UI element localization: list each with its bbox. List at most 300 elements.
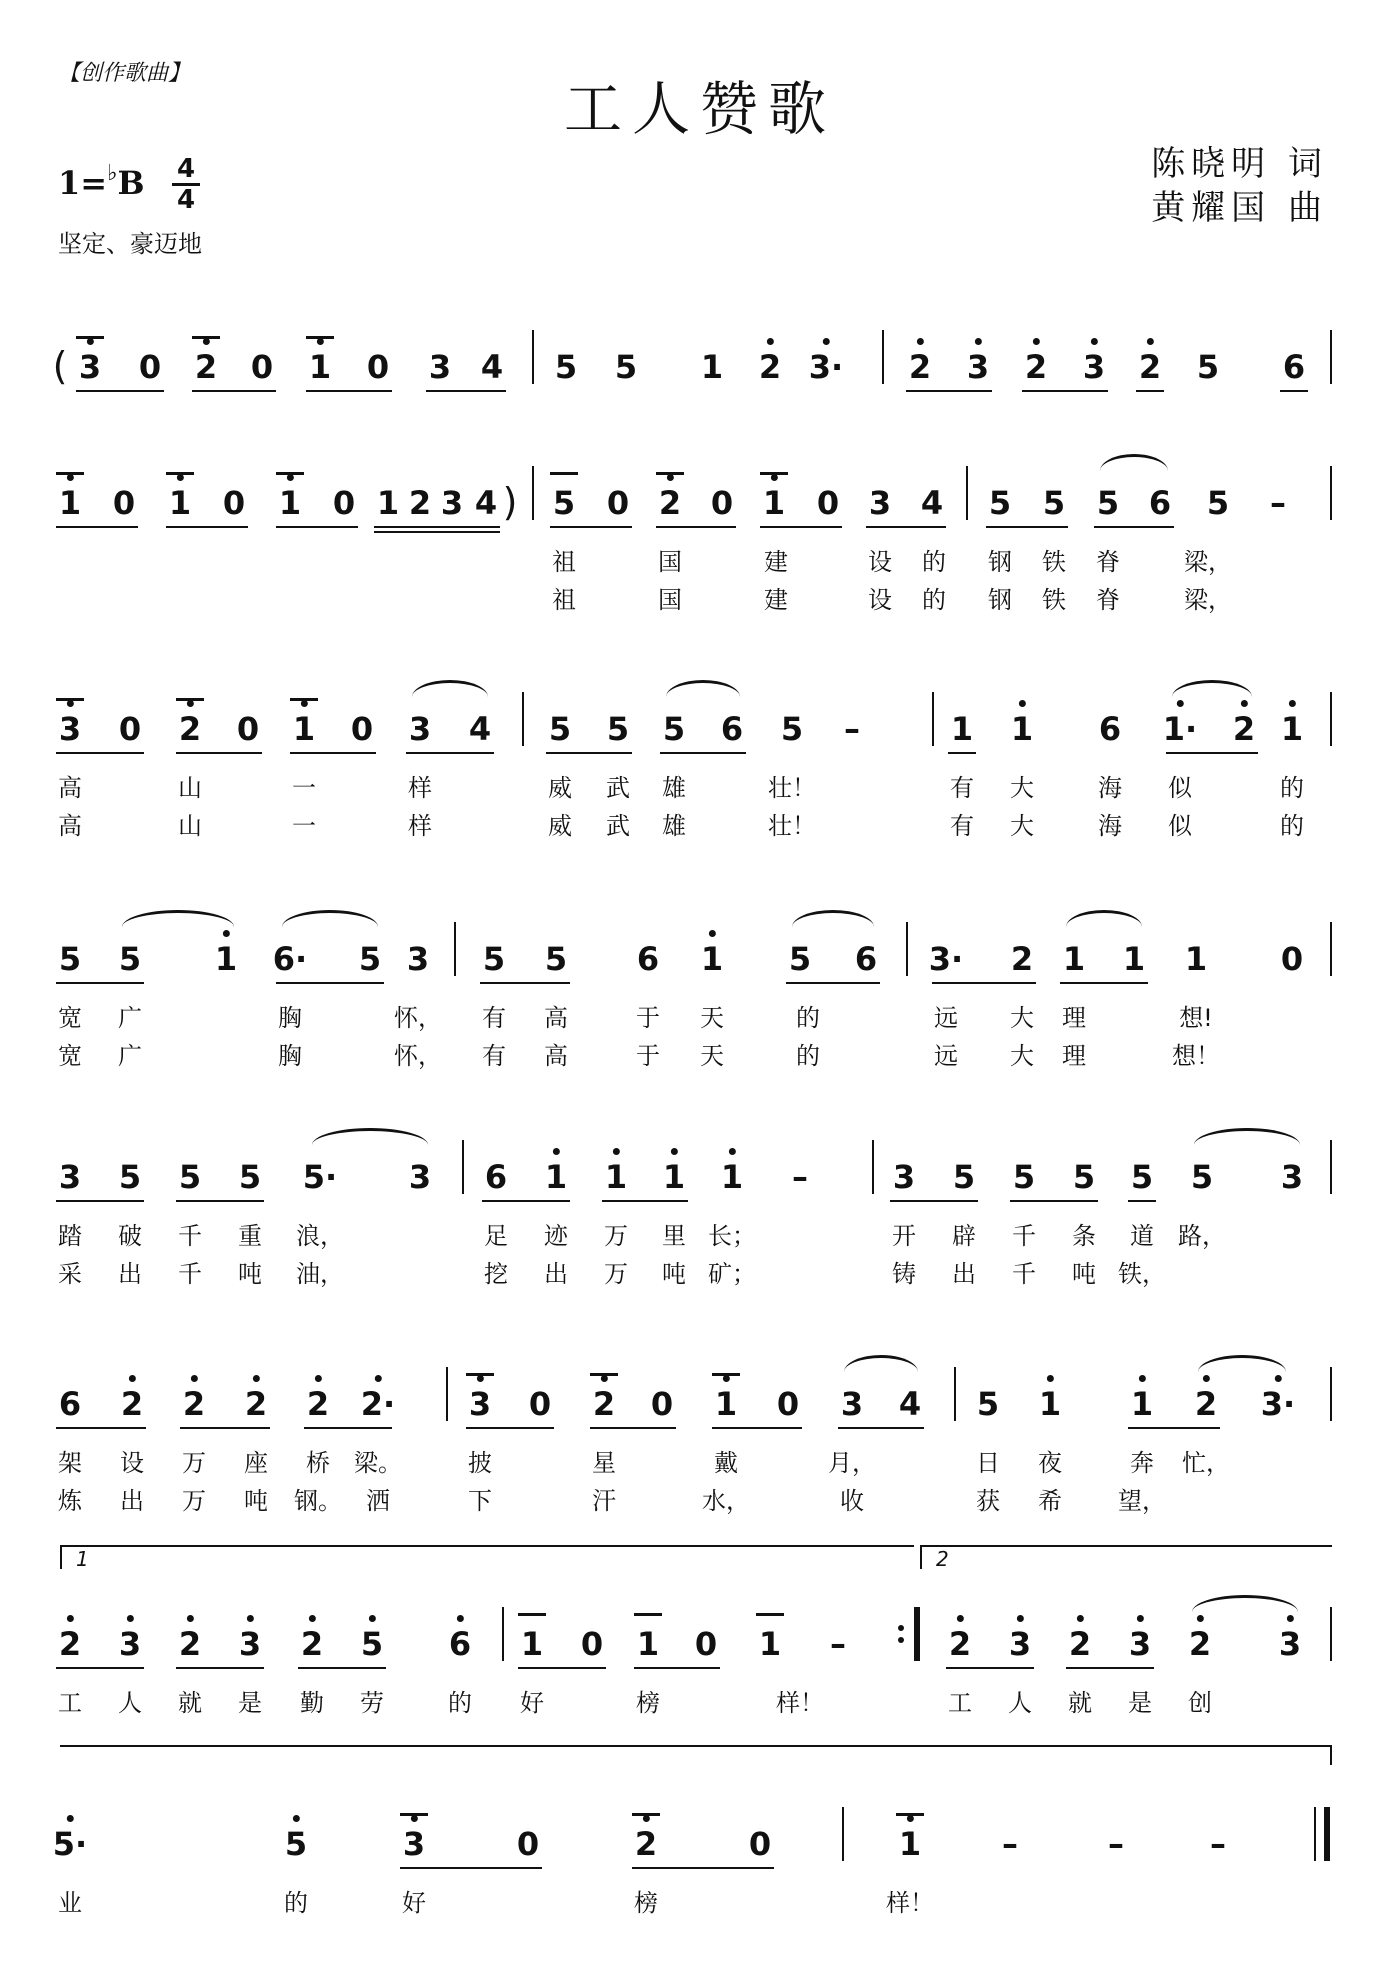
lyric-verse-2: 广 — [118, 1042, 142, 1070]
lyric-verse-2: 炼 — [58, 1487, 82, 1515]
lyric-verse-2: 千 — [1012, 1260, 1036, 1288]
lyric-verse-2: 的 — [1280, 812, 1304, 840]
octave-dot-high — [253, 1375, 260, 1382]
octave-dot-high — [1287, 1615, 1294, 1622]
octave-dot-high — [287, 474, 294, 481]
note: – — [792, 1158, 808, 1196]
octave-dot-high — [411, 1815, 418, 1822]
note: 1· — [1163, 710, 1197, 748]
beam-underline — [192, 390, 276, 392]
overline — [56, 698, 84, 701]
beam-underline — [1066, 1667, 1154, 1669]
note: 6 — [1148, 484, 1172, 522]
note: 3 — [1279, 1625, 1301, 1663]
beam-underline — [482, 1200, 570, 1202]
note: 0 — [112, 484, 136, 522]
overline — [756, 1613, 784, 1616]
lyric-verse-1: 迹 — [544, 1222, 568, 1250]
slur — [122, 910, 234, 927]
octave-dot-high — [1017, 1615, 1024, 1622]
note: 2 — [408, 484, 432, 522]
bar-line — [872, 1140, 874, 1194]
lyric-verse-2: 洒 — [366, 1487, 390, 1515]
note: 2 — [909, 348, 931, 386]
note: 2 — [949, 1625, 971, 1663]
lyric-verse-2: 怀， — [394, 1042, 442, 1070]
note: – — [1108, 1825, 1124, 1863]
lyric-verse-1: 有 — [950, 774, 974, 802]
note: 1 — [1184, 940, 1208, 978]
lyric-verse-1: 月， — [828, 1449, 876, 1477]
beam-underline — [480, 982, 570, 984]
octave-dot-high — [601, 1375, 608, 1382]
beam-underline — [660, 752, 746, 754]
lyric-verse-1: 人 — [1008, 1689, 1032, 1717]
note: 0 — [118, 710, 142, 748]
note: 6 — [484, 1158, 508, 1196]
note: 2 — [179, 710, 201, 748]
lyric-verse-2: 的 — [922, 586, 946, 614]
lyric-verse-2: 油， — [296, 1260, 344, 1288]
lyric-verse-1: 榜 — [634, 1889, 658, 1917]
note: 1 — [700, 348, 724, 386]
beam-underline — [76, 390, 164, 392]
note: 6 — [58, 1385, 82, 1423]
lyric-verse-2: 威 — [548, 812, 572, 840]
note: 0 — [606, 484, 630, 522]
slur — [282, 910, 378, 927]
note: 3 — [406, 940, 430, 978]
note: 5 — [285, 1825, 307, 1863]
lyric-verse-1: 足 — [484, 1222, 508, 1250]
lyric-verse-1: 浪， — [296, 1222, 344, 1250]
lyric-verse-1: 里 — [662, 1222, 686, 1250]
key-signature: 1=♭B — [58, 160, 145, 202]
octave-dot-high — [771, 474, 778, 481]
note: 5 — [238, 1158, 262, 1196]
note: 1 — [663, 1158, 685, 1196]
lyric-verse-2: 远 — [934, 1042, 958, 1070]
note: 2 — [301, 1625, 323, 1663]
lyric-verse-1: 的 — [1280, 774, 1304, 802]
note: 2 — [593, 1385, 615, 1423]
note: 3 — [239, 1625, 261, 1663]
lyric-verse-1: 祖 — [552, 548, 576, 576]
note: 0 — [516, 1825, 540, 1863]
overline — [192, 336, 220, 339]
lyric-verse-2: 高 — [58, 812, 82, 840]
beam-underline — [304, 1427, 392, 1429]
lyric-verse-1: 钢 — [988, 548, 1012, 576]
slur — [844, 1355, 918, 1372]
note: 4 — [468, 710, 492, 748]
octave-dot-high — [671, 1148, 678, 1155]
note: 6 — [854, 940, 878, 978]
note: 5 — [988, 484, 1012, 522]
octave-dot-high — [67, 700, 74, 707]
note: 0 — [694, 1625, 718, 1663]
bar-line — [966, 466, 968, 520]
octave-dot-high — [1047, 1375, 1054, 1382]
octave-dot-high — [1139, 1375, 1146, 1382]
note: 5 — [548, 710, 572, 748]
beam-underline — [56, 1200, 144, 1202]
final-bar-thin — [1314, 1807, 1316, 1861]
octave-dot-high — [767, 338, 774, 345]
note: 3· — [928, 940, 964, 978]
lyric-verse-2: 想！ — [1172, 1042, 1220, 1070]
overline — [466, 1373, 494, 1376]
bar-line — [1330, 922, 1332, 976]
volta-number: 2 — [936, 1547, 949, 1571]
lyric-verse-1: 胸 — [278, 1004, 302, 1032]
note: 5 — [554, 348, 578, 386]
beam-underline — [56, 1427, 146, 1429]
lyric-verse-2: 出 — [120, 1487, 144, 1515]
note: 1 — [1011, 710, 1033, 748]
note: 4 — [474, 484, 498, 522]
lyric-verse-2: 挖 — [484, 1260, 508, 1288]
bar-line — [1330, 692, 1332, 746]
octave-dot-high — [729, 1148, 736, 1155]
final-bar-thick — [914, 1607, 920, 1661]
note: 6 — [449, 1625, 471, 1663]
lyric-verse-1: 踏 — [58, 1222, 82, 1250]
beam-underline — [1136, 390, 1164, 392]
beam-underline — [656, 526, 736, 528]
staff-rule — [60, 1745, 1330, 1747]
beam-underline — [550, 526, 632, 528]
octave-dot-high — [1197, 1615, 1204, 1622]
note: 1 — [605, 1158, 627, 1196]
note: 1 — [545, 1158, 567, 1196]
octave-dot-high — [187, 1615, 194, 1622]
lyric-verse-1: 万 — [604, 1222, 628, 1250]
slur — [1100, 454, 1168, 471]
slur — [1066, 910, 1142, 927]
lyric-verse-2: 的 — [796, 1042, 820, 1070]
octave-dot-high — [1203, 1375, 1210, 1382]
note: 6 — [720, 710, 744, 748]
overline — [712, 1373, 740, 1376]
lyric-verse-1: 是 — [238, 1689, 262, 1717]
beam-underline — [632, 1867, 774, 1869]
beam-underline — [176, 1200, 264, 1202]
lyric-verse-2: 出 — [952, 1260, 976, 1288]
beam-underline — [1010, 1200, 1098, 1202]
lyric-verse-2: 吨 — [662, 1260, 686, 1288]
overline — [656, 472, 684, 475]
bar-line — [906, 922, 908, 976]
lyric-verse-1: 破 — [118, 1222, 142, 1250]
lyric-verse-2: 雄 — [662, 812, 686, 840]
lyric-verse-1: 样！ — [776, 1689, 824, 1717]
note: 0 — [580, 1625, 604, 1663]
note: 0 — [650, 1385, 674, 1423]
lyric-verse-2: 大 — [1010, 1042, 1034, 1070]
lyric-verse-2: 希 — [1038, 1487, 1062, 1515]
lyric-verse-2: 一 — [292, 812, 316, 840]
note: 5 — [1072, 1158, 1096, 1196]
note: 2 — [1069, 1625, 1091, 1663]
note: 0 — [710, 484, 734, 522]
bar-line — [522, 692, 524, 746]
lyric-verse-1: 创 — [1188, 1689, 1212, 1717]
lyric-verse-2: 铸 — [892, 1260, 916, 1288]
lyric-verse-1: 一 — [292, 774, 316, 802]
note: 3 — [967, 348, 989, 386]
note: 0 — [816, 484, 840, 522]
note: 5· — [302, 1158, 338, 1196]
note: 0 — [748, 1825, 772, 1863]
lyric-verse-1: 天 — [700, 1004, 724, 1032]
staff-rule-end — [1330, 1745, 1332, 1765]
note: 5 — [788, 940, 812, 978]
lyric-verse-1: 宽 — [58, 1004, 82, 1032]
note: 4 — [480, 348, 504, 386]
lyric-verse-2: 矿； — [708, 1260, 756, 1288]
octave-dot-high — [1091, 338, 1098, 345]
note: 3 — [119, 1625, 141, 1663]
lyric-verse-1: 架 — [58, 1449, 82, 1477]
lyric-verse-1: 大 — [1010, 1004, 1034, 1032]
beam-underline-double — [374, 531, 500, 533]
octave-dot-high — [709, 930, 716, 937]
overline — [306, 336, 334, 339]
lyric-verse-1: 人 — [118, 1689, 142, 1717]
beam-underline — [1060, 982, 1148, 984]
note: 2· — [361, 1385, 395, 1423]
lyric-verse-1: 是 — [1128, 1689, 1152, 1717]
lyric-verse-2: 千 — [178, 1260, 202, 1288]
lyric-verse-1: 千 — [178, 1222, 202, 1250]
lyric-verse-1: 似 — [1168, 774, 1192, 802]
lyric-verse-1: 武 — [606, 774, 630, 802]
note: 5 — [1130, 1158, 1154, 1196]
overline — [166, 472, 194, 475]
note: 3 — [408, 1158, 432, 1196]
beam-underline — [374, 526, 500, 528]
paren-close: ) — [502, 480, 518, 524]
bar-line — [1330, 466, 1332, 520]
note: – — [1002, 1825, 1018, 1863]
lyric-verse-2: 宽 — [58, 1042, 82, 1070]
beam-underline — [518, 1667, 606, 1669]
flat-sign: ♭ — [107, 160, 118, 186]
overline — [176, 698, 204, 701]
note: 3 — [428, 348, 452, 386]
octave-dot-high — [187, 700, 194, 707]
beam-underline — [400, 1867, 542, 1869]
note: 3 — [868, 484, 892, 522]
lyric-verse-2: 万 — [604, 1260, 628, 1288]
beam-underline — [946, 1667, 1034, 1669]
octave-dot-high — [223, 930, 230, 937]
octave-dot-high — [67, 1615, 74, 1622]
note: 5 — [1196, 348, 1220, 386]
beam-underline — [546, 752, 632, 754]
octave-dot-high — [317, 338, 324, 345]
bar-line — [842, 1807, 844, 1861]
lyric-verse-1: 有 — [482, 1004, 506, 1032]
beam-underline — [986, 526, 1068, 528]
lyric-verse-1: 忙， — [1182, 1449, 1230, 1477]
octave-dot-high — [1241, 700, 1248, 707]
octave-dot-high — [67, 1815, 74, 1822]
lyric-verse-1: 的 — [796, 1004, 820, 1032]
lyric-verse-2: 吨 — [238, 1260, 262, 1288]
note: 2 — [121, 1385, 143, 1423]
lyric-verse-2: 理 — [1062, 1042, 1086, 1070]
note: 5· — [53, 1825, 87, 1863]
lyric-verse-1: 勤 — [300, 1689, 324, 1717]
note: 1 — [715, 1385, 737, 1423]
octave-dot-high — [127, 1615, 134, 1622]
note: 3 — [1280, 1158, 1304, 1196]
note: 0 — [236, 710, 260, 748]
beam-underline — [1128, 1427, 1220, 1429]
note: 3 — [59, 710, 81, 748]
note: 3 — [1129, 1625, 1151, 1663]
lyric-verse-1: 开 — [892, 1222, 916, 1250]
lyric-verse-1: 设 — [868, 548, 892, 576]
note: 5 — [1190, 1158, 1214, 1196]
overline — [518, 1613, 546, 1616]
note: 2 — [759, 348, 781, 386]
lyric-verse-2: 采 — [58, 1260, 82, 1288]
octave-dot-high — [67, 474, 74, 481]
beam-underline — [760, 526, 842, 528]
beam-underline — [590, 1427, 676, 1429]
lyric-verse-1: 壮！ — [768, 774, 816, 802]
lyric-verse-1: 路， — [1178, 1222, 1226, 1250]
note: 1 — [376, 484, 400, 522]
lyric-verse-2: 铁 — [1042, 586, 1066, 614]
bar-line — [932, 692, 934, 746]
overline — [550, 472, 578, 475]
beam-underline — [180, 1427, 270, 1429]
bar-line — [532, 330, 534, 384]
octave-dot-high — [1177, 700, 1184, 707]
note: 1 — [1131, 1385, 1153, 1423]
bar-line — [1330, 330, 1332, 384]
beam-underline — [466, 1427, 554, 1429]
octave-dot-high — [1289, 700, 1296, 707]
volta-bracket — [920, 1545, 1332, 1569]
lyric-verse-1: 就 — [1068, 1689, 1092, 1717]
lyric-verse-1: 桥 — [306, 1449, 330, 1477]
note: 6 — [1282, 348, 1306, 386]
lyric-verse-2: 获 — [976, 1487, 1000, 1515]
octave-dot-high — [293, 1815, 300, 1822]
lyric-verse-1: 威 — [548, 774, 572, 802]
note: 1 — [763, 484, 785, 522]
note: 1 — [758, 1625, 782, 1663]
bar-line — [446, 1367, 448, 1421]
beam-underline — [838, 1427, 924, 1429]
beam-underline — [290, 752, 376, 754]
beam-underline — [634, 1667, 720, 1669]
lyric-verse-2: 山 — [178, 812, 202, 840]
note: 2 — [1010, 940, 1034, 978]
beam-underline — [1094, 526, 1174, 528]
volta-bracket — [60, 1545, 914, 1569]
note: 1 — [701, 940, 723, 978]
slur — [1192, 1595, 1298, 1612]
note: 4 — [920, 484, 944, 522]
note: 3 — [892, 1158, 916, 1196]
note: 3 — [79, 348, 101, 386]
lyric-verse-1: 铁 — [1042, 548, 1066, 576]
note: 2 — [195, 348, 217, 386]
octave-dot-high — [177, 474, 184, 481]
note: 6 — [1098, 710, 1122, 748]
note: 1 — [636, 1625, 660, 1663]
note: 2 — [1139, 348, 1161, 386]
note: 3 — [408, 710, 432, 748]
note: 0 — [366, 348, 390, 386]
octave-dot-high — [203, 338, 210, 345]
beam-underline — [176, 752, 262, 754]
repeat-sign — [898, 1619, 904, 1649]
note: 0 — [528, 1385, 552, 1423]
overline — [590, 1373, 618, 1376]
note: 0 — [776, 1385, 800, 1423]
lyric-verse-2: 梁， — [1184, 586, 1232, 614]
note: 5 — [952, 1158, 976, 1196]
slur — [312, 1128, 428, 1145]
lyric-verse-1: 千 — [1012, 1222, 1036, 1250]
lyric-verse-1: 高 — [544, 1004, 568, 1032]
lyric-verse-1: 高 — [58, 774, 82, 802]
bar-line — [954, 1367, 956, 1421]
note: 5 — [118, 1158, 142, 1196]
octave-dot-high — [375, 1375, 382, 1382]
lyric-verse-1: 样！ — [886, 1889, 934, 1917]
lyric-verse-2: 样 — [408, 812, 432, 840]
lyric-verse-2: 天 — [700, 1042, 724, 1070]
beam-underline — [176, 1667, 264, 1669]
beam-underline — [786, 982, 880, 984]
octave-dot-high — [1019, 700, 1026, 707]
beam-underline — [56, 526, 138, 528]
composer-credit: 黄耀国 曲 — [1151, 188, 1328, 228]
octave-dot-high — [907, 1815, 914, 1822]
lyric-verse-1: 设 — [120, 1449, 144, 1477]
overline — [632, 1813, 660, 1816]
octave-dot-high — [309, 1615, 316, 1622]
note: 5 — [1096, 484, 1120, 522]
note: 1 — [169, 484, 191, 522]
octave-dot-high — [129, 1375, 136, 1382]
lyric-verse-1: 万 — [182, 1449, 206, 1477]
note: 5 — [361, 1625, 383, 1663]
beam-underline — [166, 526, 248, 528]
note: 1 — [1062, 940, 1086, 978]
note: 5 — [358, 940, 382, 978]
lyric-verse-1: 工 — [58, 1689, 82, 1717]
octave-dot-high — [643, 1815, 650, 1822]
note: 5 — [178, 1158, 202, 1196]
beam-underline — [602, 1200, 688, 1202]
note: 0 — [1280, 940, 1304, 978]
note: 1 — [59, 484, 81, 522]
slur — [412, 680, 488, 697]
lyric-verse-2: 国 — [658, 586, 682, 614]
slur — [792, 910, 874, 927]
note: 1 — [215, 940, 237, 978]
beam-underline — [712, 1427, 802, 1429]
